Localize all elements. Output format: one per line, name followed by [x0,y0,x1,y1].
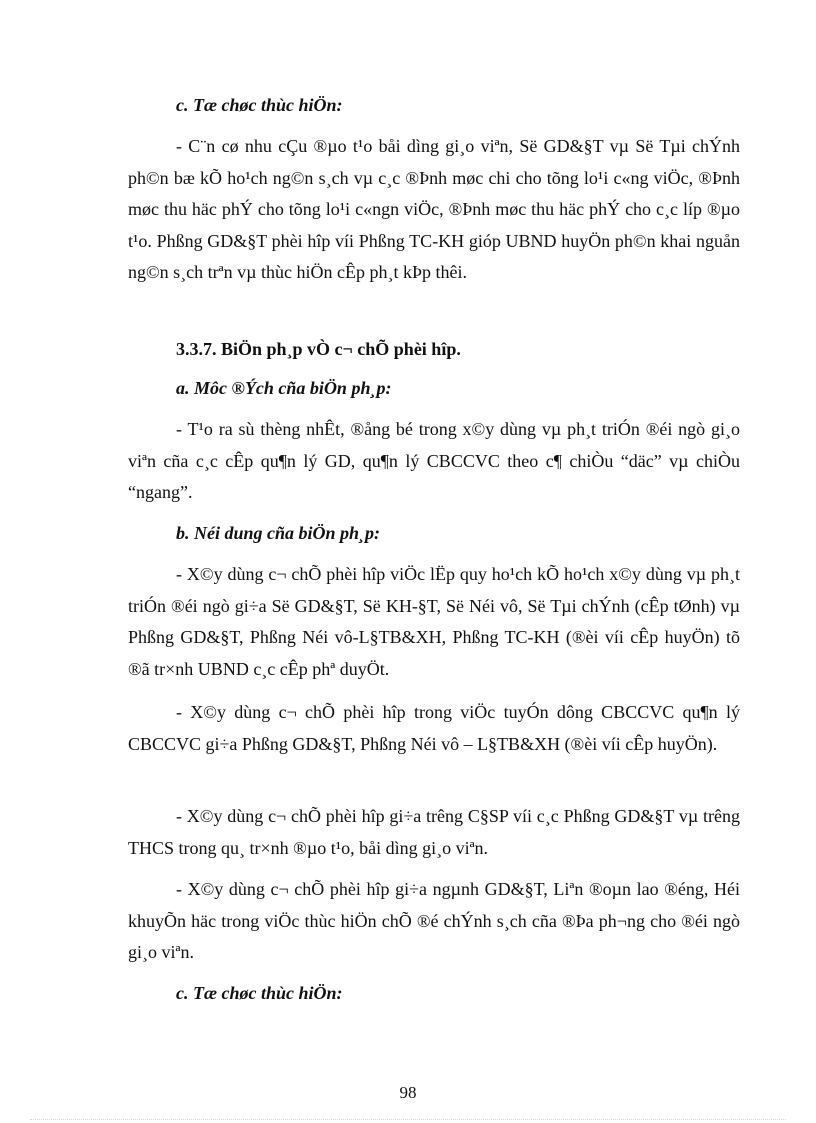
heading-content: b. Néi dung cña biÖn ph¸p: [176,523,381,543]
paragraph-planning: - X©y dùng c¬ chÕ phèi hîp viÖc lËp quy ho¹ch kÕ ho¹ch x©y dùng vµ ph¸t triÓn ®éi ngò gi÷a Së GD&§T, Së KH-§T, Së Néi vô, Së Tµi chÝnh (cÊp tØnh) vµ Phßng GD&§T, Phßng Néi vô-L§TB&XH, Phßng TC-KH (®èi víi cÊp huyÖn) tõ ®ã tr×nh UBND c¸c cÊp phª duyÖt. [128,564,740,679]
heading-organization: c. Tæ chøc thùc hiÖn: [176,95,343,115]
paragraph-purpose: - T¹o ra sù thèng nhÊt, ®ång bé trong x©y dùng vµ ph¸t triÓn ®éi ngò gi¸o viªn cña c¸c cÊp qu¶n lý GD, qu¶n lý CBCCVC theo c¶ chiÒu “däc” vµ chiÒu “ngang”. [128,419,740,502]
page-number: 98 [399,1083,417,1102]
paragraph-budget: - C¨n cø nhu cÇu ®µo t¹o båi dìng gi¸o viªn, Së GD&§T vµ Së Tµi chÝnh ph©n bæ kÕ ho¹ch ng©n s¸ch vµ c¸c ®Þnh møc chi cho tõng lo¹i c«ng viÖc, ®Þnh møc thu häc phÝ cho tõng lo¹i c«ngn viÖc, ®Þnh møc thu häc phÝ cho c¸c líp ®µo t¹o. Phßng GD&§T phèi hîp víi Phßng TC-KH gióp UBND huyÖn ph©n khai nguån ng©n s¸ch trªn vµ thùc hiÖn cÊp ph¸t kÞp thêi. [128,136,740,282]
heading-purpose: a. Môc ®Ých cña biÖn ph¸p: [176,378,392,398]
paragraph-recruitment: - X©y dùng c¬ chÕ phèi hîp trong viÖc tuyÓn dông CBCCVC qu¶n lý CBCCVC gi÷a Phßng GD&§T, Phßng Néi vô – L§TB&XH (®èi víi cÊp huyÖn). [128,702,740,754]
section-title-3-3-7: 3.3.7. BiÖn ph¸p vÒ c¬ chÕ phèi hîp. [176,339,461,359]
paragraph-policy: - X©y dùng c¬ chÕ phèi hîp gi÷a ngµnh GD&§T, Liªn ®oµn lao ®éng, Héi khuyÕn häc trong viÖc thùc hiÖn chÕ ®é chÝnh s¸ch cña ®Þa ph¬ng cho ®éi ngò gi¸o viªn. [128,879,740,962]
heading-organization-2: c. Tæ chøc thùc hiÖn: [176,983,343,1003]
paragraph-training: - X©y dùng c¬ chÕ phèi hîp gi÷a trêng C§SP víi c¸c Phßng GD&§T vµ trêng THCS trong qu¸ tr×nh ®µo t¹o, båi dìng gi¸o viªn. [128,806,740,858]
footer-divider [30,1119,786,1120]
